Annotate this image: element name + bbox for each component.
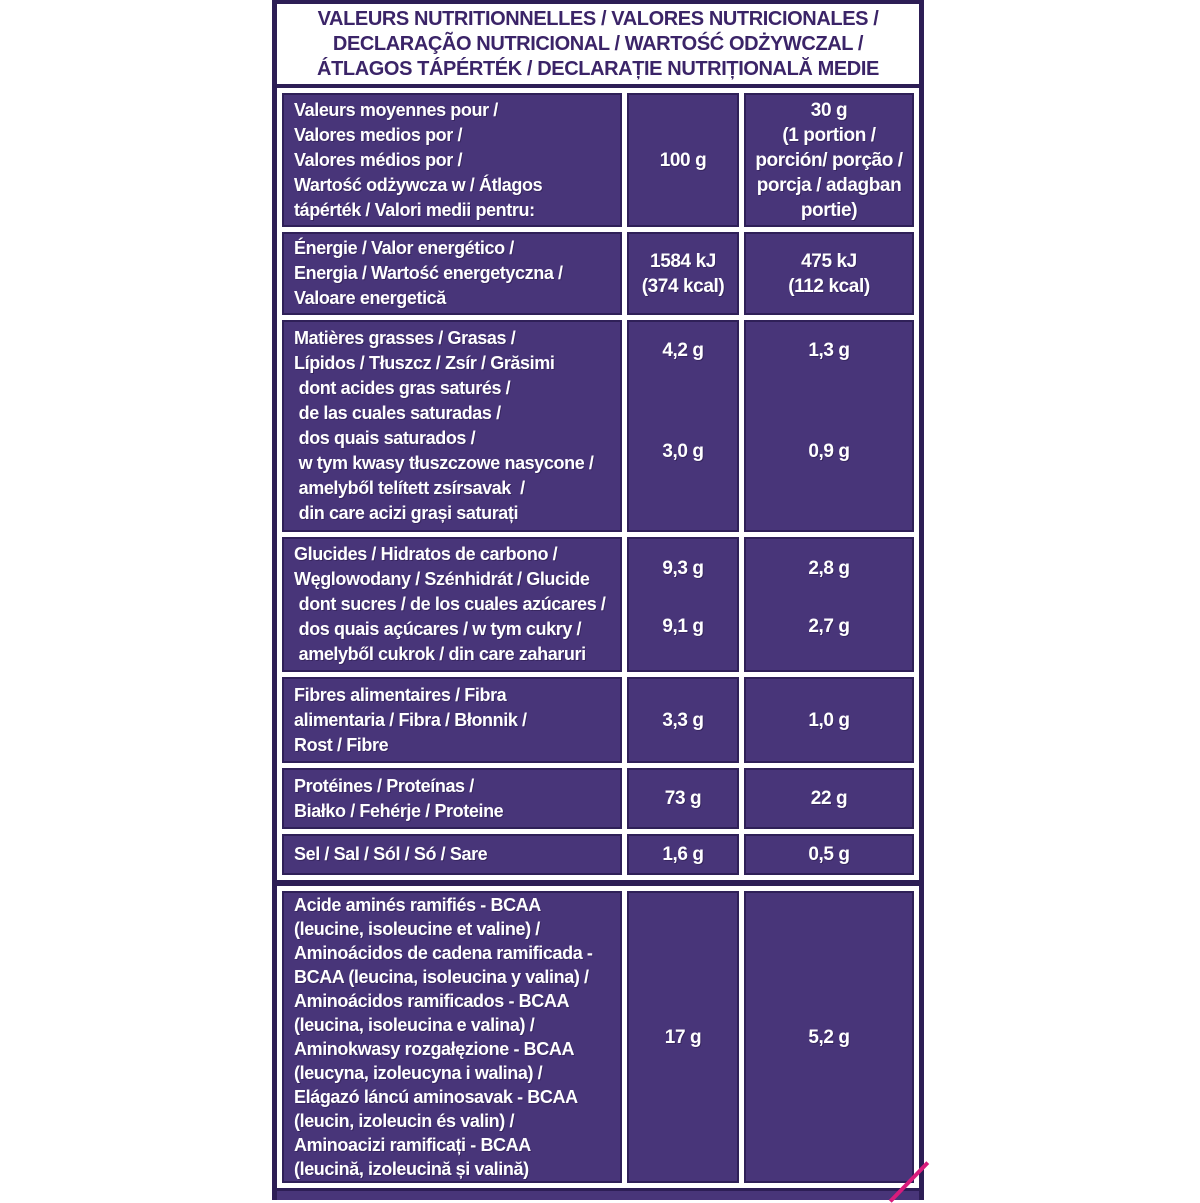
salt-label: Sel / Sal / Sól / Só / Sare	[282, 834, 622, 875]
fibre-label: Fibres alimentaires / Fibra alimentaria / Fibra / Błonnik / Rost / Fibre	[282, 677, 622, 763]
bcaa-per-portion: 5,2 g	[744, 891, 914, 1183]
main-nutrition-table	[277, 88, 919, 880]
carbohydrate-per-portion	[744, 537, 914, 672]
carb-total-per100: 9,3 g	[662, 557, 704, 579]
fat-per100	[627, 320, 739, 532]
protein-label: Protéines / Proteínas / Białko / Fehérje / Proteine	[282, 768, 622, 829]
protein-per-portion: 22 g	[744, 768, 914, 829]
fat-saturated-per100: 3,0 g	[662, 440, 704, 462]
fat-total-per100: 4,2 g	[662, 339, 704, 361]
next-section-top-edge	[277, 1191, 919, 1200]
energy-per100: 1584 kJ (374 kcal)	[627, 232, 739, 315]
nutrition-label-panel	[272, 0, 924, 1200]
serving-header-per100: 100 g	[627, 93, 739, 227]
carb-sugars-per-portion: 2,7 g	[808, 615, 850, 637]
fat-saturated-per-portion: 0,9 g	[808, 440, 850, 462]
fat-label: Matières grasses / Grasas / Lípidos / Tłuszcz / Zsír / Grăsimi dont acides gras saturés / de las cuales saturadas / dos quais saturados / w tym kwasy tłuszczowe nasycone / amelyből telített zsírsavak / din care acizi grași saturați	[282, 320, 622, 532]
carb-total-per-portion: 2,8 g	[808, 557, 850, 579]
fat-total-per-portion: 1,3 g	[808, 339, 850, 361]
serving-header-label: Valeurs moyennes pour / Valores medios por / Valores médios por / Wartość odżywcza w / Átlagos tápérték / Valori medii pentru:	[282, 93, 622, 227]
serving-header-per-portion: 30 g (1 portion / porción/ porção / porcja / adagban portie)	[744, 93, 914, 227]
bcaa-table	[277, 886, 919, 1188]
bcaa-per100: 17 g	[627, 891, 739, 1183]
carb-sugars-per100: 9,1 g	[662, 615, 704, 637]
salt-per-portion: 0,5 g	[744, 834, 914, 875]
energy-label: Énergie / Valor energético / Energia / Wartość energetyczna / Valoare energetică	[282, 232, 622, 315]
bcaa-label: Acide aminés ramifiés - BCAA (leucine, isoleucine et valine) / Aminoácidos de cadena ramificada - BCAA (leucina, isoleucina y valina) / Aminoácidos ramificados - BCAA (leucina, isoleucina e valina) / Aminokwasy rozgałęzione - BCAA (leucyna, izoleucyna i walina) / Elágazó láncú aminosavak - BCAA (leucin, izoleucin és valin) / Aminoacizi ramificați - BCAA (leucină, izoleucină și valină)	[282, 891, 622, 1183]
fat-per-portion	[744, 320, 914, 532]
energy-per-portion: 475 kJ (112 kcal)	[744, 232, 914, 315]
protein-per100: 73 g	[627, 768, 739, 829]
salt-per100: 1,6 g	[627, 834, 739, 875]
fibre-per100: 3,3 g	[627, 677, 739, 763]
carbohydrate-per100	[627, 537, 739, 672]
label-title: VALEURS NUTRITIONNELLES / VALORES NUTRICIONALES / DECLARAÇÃO NUTRICIONAL / WARTOŚĆ ODŻYWCZAL / ÁTLAGOS TÁPÉRTÉK / DECLARAȚIE NUTRIȚIONALĂ MEDIE	[277, 4, 919, 84]
carbohydrate-label: Glucides / Hidratos de carbono / Węglowodany / Szénhidrát / Glucide dont sucres / de los cuales azúcares / dos quais açúcares / w tym cukry / amelyből cukrok / din care zaharuri	[282, 537, 622, 672]
fibre-per-portion: 1,0 g	[744, 677, 914, 763]
